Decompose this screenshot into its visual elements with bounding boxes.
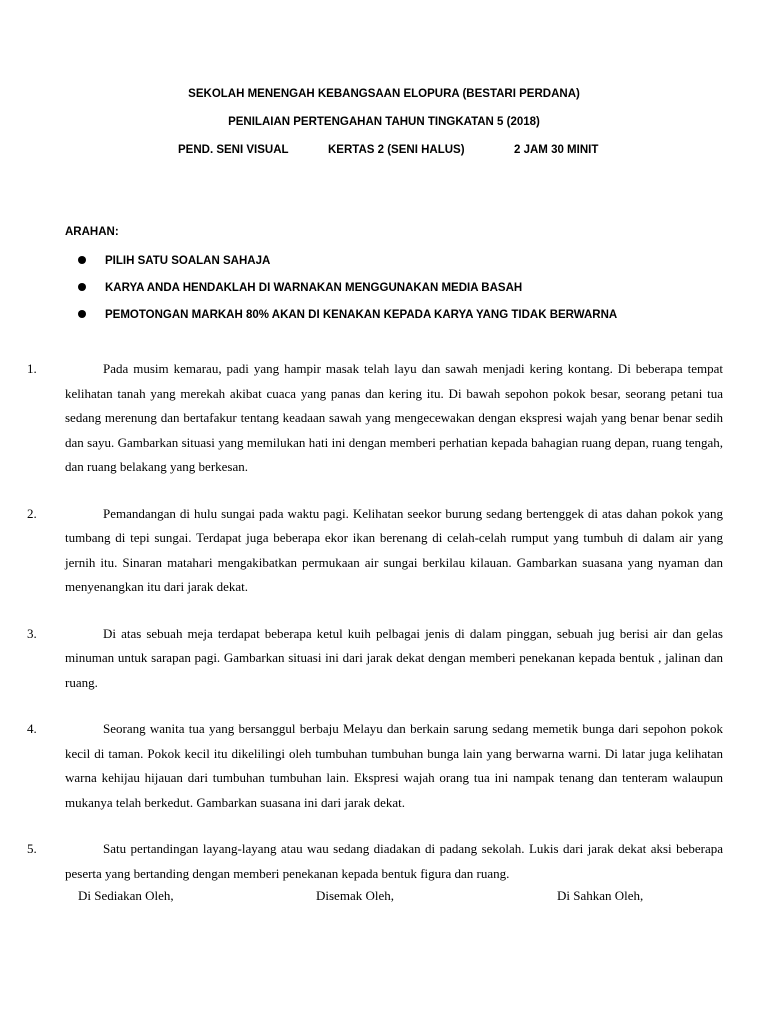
question-text: Pemandangan di hulu sungai pada waktu pagi. Kelihatan seekor burung sedang bertenggek di atas dahan pokok yang tumbang di tepi sungai. Terdapat juga beberapa ekor ikan berenang di celah-celah rumput yang tumbuh di dalam air yang jernih itu. Sinaran matahari mengakibatkan permukaan air sungai berkilau kilauan. Gambarkan suasana yang nyaman dan menyenangkan itu dari jarak dekat. bbox=[65, 505, 723, 594]
instructions-list bbox=[65, 254, 705, 335]
instruction-text: PEMOTONGAN MARKAH 80% AKAN DI KENAKAN KEPADA KARYA YANG TIDAK BERWARNA bbox=[105, 309, 618, 321]
approved-by-label: Di Sahkan Oleh, bbox=[557, 888, 644, 903]
question-number: 4. bbox=[27, 721, 37, 736]
question-1 bbox=[27, 357, 723, 480]
signature-row bbox=[0, 888, 768, 908]
instruction-text: KARYA ANDA HENDAKLAH DI WARNAKAN MENGGUNAKAN MEDIA BASAH bbox=[105, 282, 523, 294]
question-3 bbox=[27, 622, 723, 696]
question-text: Di atas sebuah meja terdapat beberapa ketul kuih pelbagai jenis di dalam pinggan, sebuah jug berisi air dan gelas minuman untuk sarapan pagi. Gambarkan situasi ini dari jarak dekat dengan memberi penekanan kepada bentuk , jalinan dan ruang. bbox=[65, 625, 723, 690]
question-number: 2. bbox=[27, 505, 37, 521]
question-2 bbox=[27, 502, 723, 600]
instruction-item bbox=[65, 254, 705, 281]
exam-duration: 2 JAM 30 MINIT bbox=[514, 144, 599, 156]
bullet-icon bbox=[78, 283, 86, 291]
question-text: Pada musim kemarau, padi yang hampir masak telah layu dan sawah menjadi kering kontang. Di beberapa tempat kelihatan tanah yang merekah akibat cuaca yang panas dan kering itu. Di bawah sepohon pokok besar, seorang petani tua sedang merenung dan bertafakur tentang keadaan sawah yang mengecewakan dengan ekspresi wajah yang benar benar sedih dan sayu. Gambarkan situasi yang memilukan hati ini dengan memberi perhatian kepada bahagian ruang depan, ruang tengah, dan ruang belakang yang berkesan. bbox=[65, 361, 723, 474]
subject-name: PEND. SENI VISUAL bbox=[178, 144, 289, 156]
checked-by-label: Disemak Oleh, bbox=[316, 888, 394, 903]
paper-name: KERTAS 2 (SENI HALUS) bbox=[328, 144, 465, 156]
prepared-by-label: Di Sediakan Oleh, bbox=[78, 888, 174, 903]
question-number: 1. bbox=[27, 361, 37, 376]
question-text: Seorang wanita tua yang bersanggul berbaju Melayu dan berkain sarung sedang memetik bunga dari sepohon pokok kecil di taman. Pokok kecil itu dikelilingi oleh tumbuhan tumbuhan bunga lain yang berwarna warni. Di latar juga kelihatan warna kehijau hijauan dari tumbuhan tumbuhan lain. Ekspresi wajah orang tua ini nampak tenang dan tenteram walaupun mukanya telah berkedut. Gambarkan suasana ini dari jarak dekat. bbox=[65, 721, 723, 810]
question-text: Satu pertandingan layang-layang atau wau sedang diadakan di padang sekolah. Lukis dari jarak dekat aksi beberapa peserta yang bertanding dengan memberi penekanan kepada bentuk figura dan ruang. bbox=[65, 841, 723, 881]
bullet-icon bbox=[78, 310, 86, 318]
instruction-item bbox=[65, 308, 705, 335]
bullet-icon bbox=[78, 256, 86, 264]
question-5 bbox=[27, 837, 723, 886]
question-number: 5. bbox=[27, 841, 37, 856]
instructions-title: ARAHAN: bbox=[65, 226, 119, 238]
questions-section bbox=[27, 357, 723, 908]
school-name: SEKOLAH MENENGAH KEBANGSAAN ELOPURA (BESTARI PERDANA) bbox=[188, 88, 580, 100]
instruction-item bbox=[65, 281, 705, 308]
exam-title: PENILAIAN PERTENGAHAN TAHUN TINGKATAN 5 (2018) bbox=[228, 116, 540, 128]
question-4 bbox=[27, 717, 723, 815]
question-number: 3. bbox=[27, 625, 37, 641]
instruction-text: PILIH SATU SOALAN SAHAJA bbox=[105, 255, 271, 267]
